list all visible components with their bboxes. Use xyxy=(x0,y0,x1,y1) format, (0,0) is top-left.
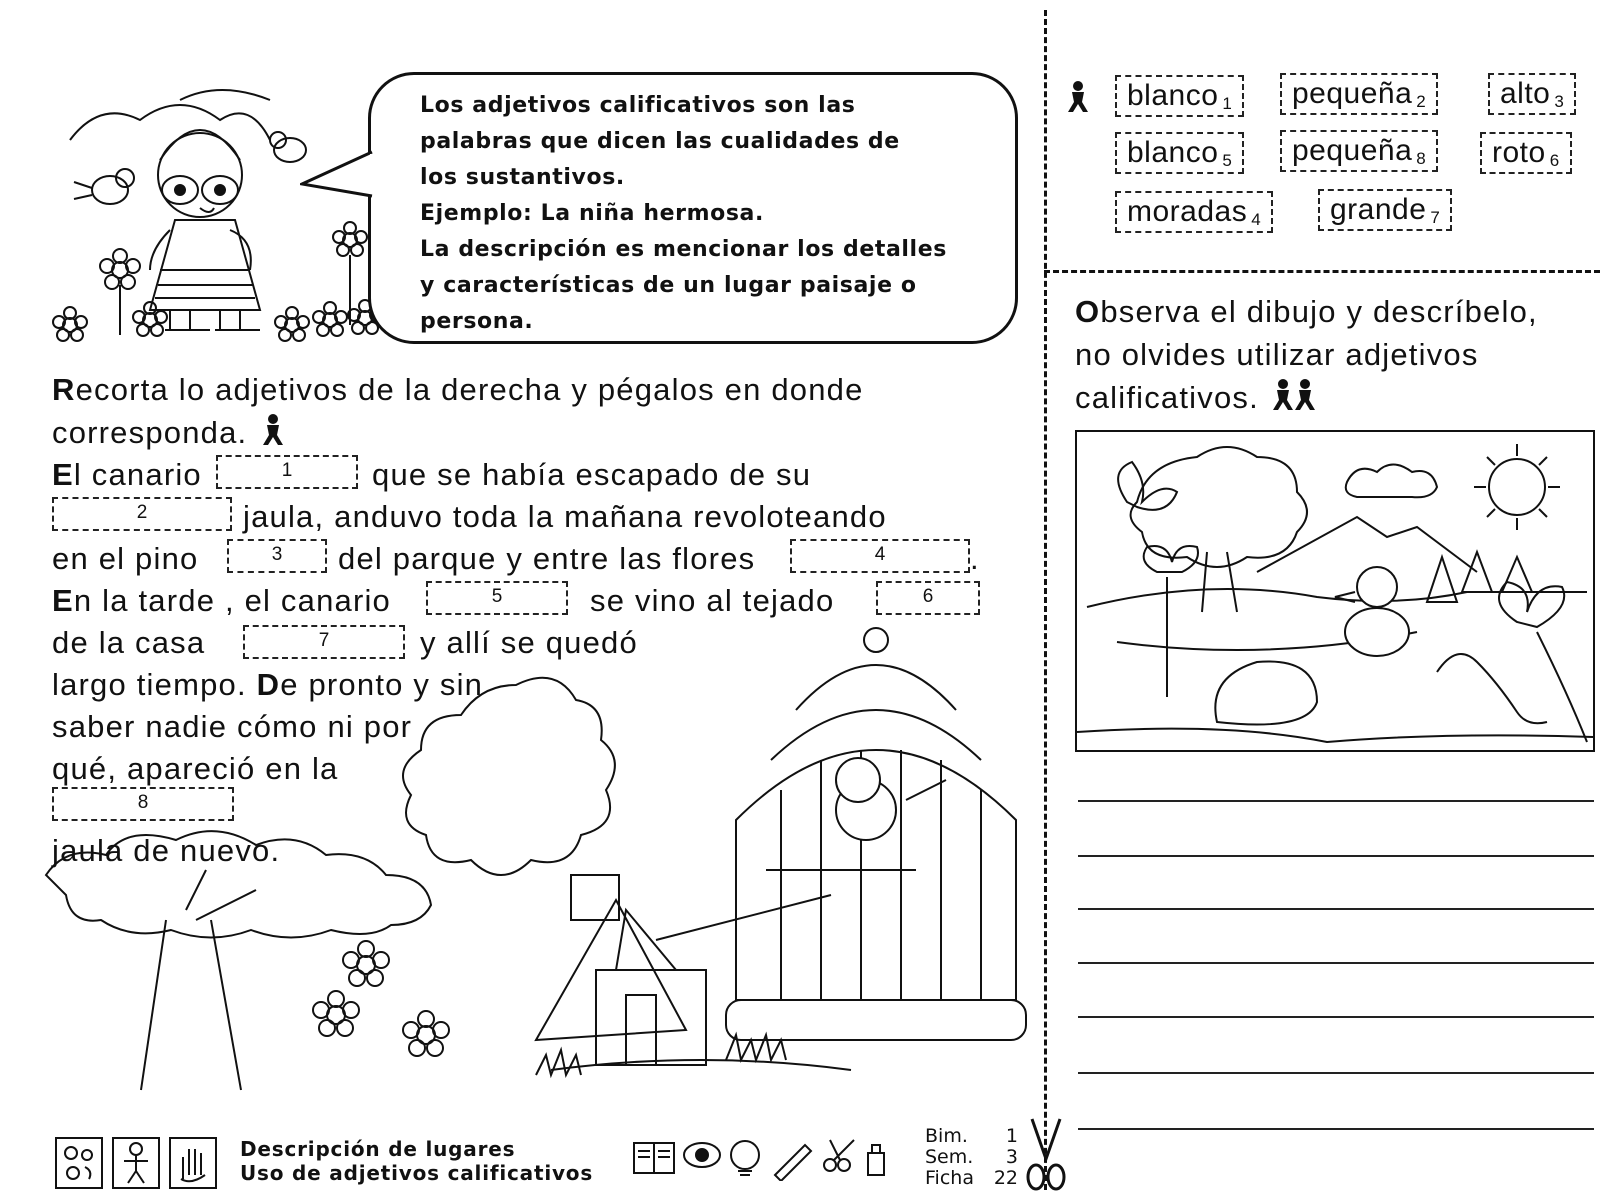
glue-icon xyxy=(868,1145,884,1175)
paste-blank-2[interactable]: 2 xyxy=(52,497,232,531)
chip-word: pequeña xyxy=(1292,77,1413,110)
activity-icons-row xyxy=(630,1135,890,1181)
instruction-text: bserva el dibujo y descríbelo, xyxy=(1100,294,1538,329)
paste-blank-6[interactable]: 6 xyxy=(876,581,980,615)
story-text: y allí se quedó xyxy=(420,625,638,660)
instruction-line xyxy=(1075,376,1595,419)
landscape-picture-frame xyxy=(1075,430,1595,752)
sem-label: Sem. xyxy=(925,1146,974,1168)
chip-number: 5 xyxy=(1222,151,1233,170)
pair-children-icon xyxy=(1269,378,1319,412)
adjective-definition-text xyxy=(420,88,990,340)
scissors-icon xyxy=(1024,1115,1068,1193)
instruction-line: ecorta lo adjetivos de la derecha y pégalos en donde xyxy=(75,372,864,407)
writing-line[interactable] xyxy=(1078,1016,1594,1018)
chip-word: roto xyxy=(1492,136,1546,169)
worksheet-meta-labels xyxy=(925,1126,974,1189)
word-chip[interactable] xyxy=(1280,130,1438,172)
story-text: que se había escapado de su xyxy=(372,457,812,492)
writing-line[interactable] xyxy=(1078,962,1594,964)
bim-label: Bim. xyxy=(925,1125,968,1147)
paste-blank-3[interactable]: 3 xyxy=(227,539,327,573)
story-text: jaula de nuevo. xyxy=(52,833,281,868)
speech-bubble-tail xyxy=(300,150,376,200)
idea-icon xyxy=(731,1141,759,1175)
drop-cap: R xyxy=(52,372,76,407)
eye-icon xyxy=(684,1143,720,1167)
word-chip[interactable] xyxy=(1115,132,1244,174)
story-line xyxy=(52,453,202,496)
horizontal-cut-line xyxy=(1044,270,1600,273)
drop-cap: E xyxy=(52,457,74,492)
topic-subtitle: Uso de adjetivos calificativos xyxy=(240,1161,594,1185)
word-chip[interactable] xyxy=(1488,73,1576,115)
paste-blank-8[interactable]: 8 xyxy=(52,787,234,821)
chip-number: 3 xyxy=(1554,92,1565,111)
story-text: en el pino xyxy=(52,541,199,576)
story-text: l canario xyxy=(73,457,202,492)
ficha-label: Ficha xyxy=(925,1167,974,1189)
chip-number: 7 xyxy=(1430,208,1441,227)
chip-word: blanco xyxy=(1127,136,1219,169)
chip-number: 1 xyxy=(1222,94,1233,113)
vertical-cut-line xyxy=(1044,10,1047,1190)
story-text: largo tiempo. xyxy=(52,667,257,702)
topic-title: Descripción de lugares xyxy=(240,1137,516,1161)
paste-blank-5[interactable]: 5 xyxy=(426,581,568,615)
sem-value: 3 xyxy=(1005,1146,1018,1168)
word-chip[interactable] xyxy=(1318,189,1452,231)
writing-line[interactable] xyxy=(1078,800,1594,802)
book-icon xyxy=(634,1143,674,1173)
instruction-describe-drawing xyxy=(1075,290,1595,419)
chip-number: 8 xyxy=(1416,149,1427,168)
definition-line: persona. xyxy=(420,309,534,334)
pencil-icon xyxy=(775,1145,811,1181)
chip-number: 6 xyxy=(1549,151,1560,170)
instruction-text: calificativos. xyxy=(1075,380,1259,415)
instruction-cut-paste xyxy=(52,368,864,411)
worksheet-topic xyxy=(240,1137,593,1185)
single-child-icon xyxy=(257,413,287,447)
tree-house-cage-illustration xyxy=(36,620,1036,1110)
instruction-text: no olvides utilizar adjetivos xyxy=(1075,337,1479,372)
chip-number: 4 xyxy=(1251,210,1262,229)
girl-with-birds-illustration xyxy=(30,80,390,355)
chip-word: blanco xyxy=(1127,79,1219,112)
single-child-icon xyxy=(1063,80,1091,114)
instruction-line xyxy=(1075,290,1595,333)
writing-line[interactable] xyxy=(1078,908,1594,910)
definition-line: La descripción es mencionar los detalles xyxy=(420,237,947,262)
paste-blank-4[interactable]: 4 xyxy=(790,539,970,573)
story-text: se vino al tejado xyxy=(590,583,835,618)
story-text: n la tarde , el canario xyxy=(73,583,391,618)
story-text: saber nadie cómo ni por xyxy=(52,709,413,744)
writing-line[interactable] xyxy=(1078,1072,1594,1074)
ficha-value: 22 xyxy=(993,1167,1018,1189)
definition-line: y características de un lugar paisaje o xyxy=(420,273,917,298)
word-chip[interactable] xyxy=(1115,75,1244,117)
instruction-cut-paste-line2 xyxy=(52,411,287,454)
chip-word: grande xyxy=(1330,193,1427,226)
scissors-icon xyxy=(824,1140,854,1171)
word-chip[interactable] xyxy=(1480,132,1572,174)
chip-number: 2 xyxy=(1416,92,1427,111)
bim-value: 1 xyxy=(1005,1125,1018,1147)
story-text: e pronto y sin xyxy=(280,667,484,702)
definition-line: los sustantivos. xyxy=(420,165,625,190)
story-text: de la casa xyxy=(52,625,206,660)
writing-line[interactable] xyxy=(1078,855,1594,857)
definition-line: Los adjetivos calificativos son las xyxy=(420,93,856,118)
example-line: Ejemplo: La niña hermosa. xyxy=(420,201,764,226)
writing-line[interactable] xyxy=(1078,1128,1594,1130)
body-skill-icon xyxy=(112,1137,160,1189)
landscape-illustration xyxy=(1077,432,1593,750)
story-line xyxy=(52,579,391,622)
story-text: qué, apareció en la xyxy=(52,751,339,786)
chip-word: alto xyxy=(1500,77,1551,110)
chip-word: moradas xyxy=(1127,195,1248,228)
drop-cap: E xyxy=(52,583,74,618)
paste-blank-1[interactable]: 1 xyxy=(216,455,358,489)
definition-line: palabras que dicen las cualidades de xyxy=(420,129,900,154)
instruction-line: corresponda. xyxy=(52,415,248,450)
story-text: del parque y entre las flores xyxy=(338,541,756,576)
drop-cap: O xyxy=(1075,294,1101,329)
story-text: . xyxy=(970,541,980,576)
hand-skill-icon xyxy=(169,1137,217,1189)
story-text: jaula, anduvo toda la mañana revoloteando xyxy=(243,499,887,534)
word-chip[interactable] xyxy=(1280,73,1438,115)
drop-cap: D xyxy=(256,667,281,702)
paste-blank-7[interactable]: 7 xyxy=(243,625,405,659)
chip-word: pequeña xyxy=(1292,134,1413,167)
thinking-skill-icon xyxy=(55,1137,103,1189)
worksheet-meta-values xyxy=(992,1126,1018,1189)
word-chip[interactable] xyxy=(1115,191,1273,233)
